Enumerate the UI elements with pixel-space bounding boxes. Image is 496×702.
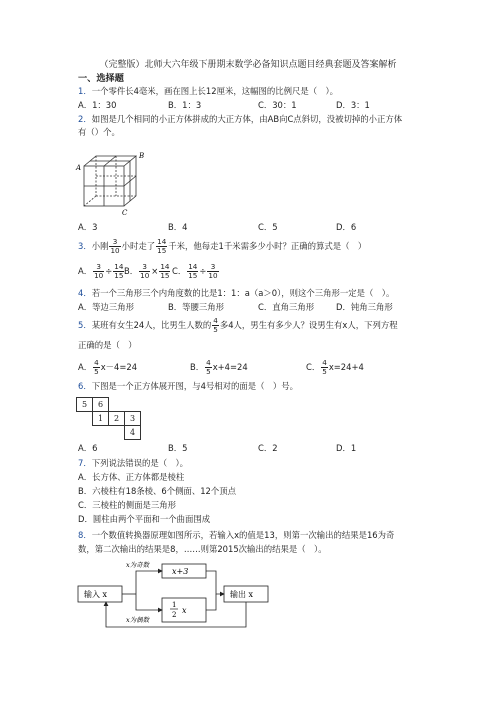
fraction [139, 263, 150, 280]
operator: ÷ [105, 266, 113, 276]
fraction [187, 263, 198, 280]
question-8-line2: 数，第二次输出的结果是8，……则第2015次输出的结果是（ ）。 [78, 544, 327, 554]
fraction [93, 263, 104, 280]
option-d: D．3：1 [336, 100, 370, 110]
numerator: 3 [139, 263, 150, 272]
numerator: 4 [213, 316, 218, 325]
option-d: D．1 [336, 443, 357, 453]
denominator: 15 [160, 271, 170, 280]
option-text: x=24+4 [328, 362, 364, 372]
fraction [109, 238, 120, 255]
question-7 [78, 458, 188, 469]
numerator: 14 [160, 262, 170, 271]
question-number: 5． [78, 320, 92, 330]
option-label: B． [124, 266, 139, 276]
option-text: x－4=24 [100, 362, 138, 372]
option-d: D．圆柱由两个平面和一个曲面围成 [78, 514, 211, 524]
fraction [113, 263, 124, 280]
fraction [321, 359, 328, 376]
net-face: 4 [125, 426, 141, 440]
option-text: x+4=24 [212, 362, 248, 372]
numerator: 14 [114, 262, 124, 271]
numerator: 3 [207, 263, 218, 272]
numerator: 4 [94, 358, 99, 367]
denominator: 10 [208, 271, 218, 280]
option-c: C．30：1 [258, 100, 297, 110]
odd-branch-label: x为奇数 [126, 561, 150, 569]
question-5 [78, 316, 398, 334]
denominator: 10 [94, 271, 104, 280]
denominator: 5 [213, 325, 218, 334]
odd-operation: x+3 [172, 567, 189, 576]
denominator: 10 [110, 246, 120, 255]
option-a [78, 262, 125, 280]
label-a: A [76, 164, 82, 172]
numerator: 14 [188, 262, 198, 271]
cube-net [76, 397, 141, 440]
denominator: 5 [206, 367, 211, 376]
label-b: B [139, 152, 145, 160]
denominator: 5 [322, 367, 327, 376]
question-text: 一个数值转换器原理如图所示，若输入x的值是13，则第一次输出的结果是16为奇 [91, 530, 395, 540]
denominator: 5 [94, 367, 99, 376]
even-operation-variable: x [182, 606, 187, 615]
option-c: C．5 [258, 222, 278, 232]
option-a: A．6 [78, 443, 98, 453]
fraction [159, 263, 170, 280]
option-label: C． [172, 266, 187, 276]
text-mid: 小时走了 [121, 241, 156, 251]
option-d: D．钝角三角形 [336, 302, 393, 312]
question-number: 7． [78, 458, 92, 468]
output-label: 输出 x [230, 590, 254, 599]
option-a [78, 358, 137, 376]
option-d: D．6 [336, 222, 357, 232]
net-face: 1 [93, 412, 109, 426]
question-6 [78, 381, 298, 392]
question-3 [78, 237, 366, 255]
numerator: 3 [109, 238, 120, 247]
question-number: 3． [78, 241, 92, 251]
option-a: A．长方体、正方体都是棱柱 [78, 472, 185, 482]
text-post: 多4人，男生有多少人？设男生有x人，下列方程 [219, 320, 398, 330]
question-number: 4． [78, 288, 92, 298]
denominator: 15 [188, 271, 198, 280]
denominator: 10 [140, 271, 150, 280]
numerator: 4 [322, 358, 327, 367]
text-pre: 小刚 [91, 241, 109, 251]
numerator: 14 [157, 237, 167, 246]
fraction [156, 238, 167, 255]
option-a: A．3 [78, 222, 98, 232]
option-a: A．1：30 [78, 100, 117, 110]
question-text: 如图是几个相同的小正方体拼成的大正方体，由AB向C点斜切，没被切掉的小正方体 [91, 114, 403, 124]
question-2 [78, 114, 402, 125]
net-face: 2 [109, 412, 125, 426]
even-operation-denominator: 2 [172, 611, 177, 619]
numerator: 3 [93, 263, 104, 272]
option-b [124, 262, 171, 280]
label-c: C [122, 209, 128, 217]
net-face: 5 [77, 398, 93, 412]
option-label: A． [78, 266, 93, 276]
converter-diagram [76, 560, 276, 630]
text-post: 千米，他每走1千米需多少小时？正确的算式是（ ） [168, 241, 367, 251]
fraction [93, 359, 100, 376]
fraction [205, 359, 212, 376]
question-number: 1． [78, 86, 92, 96]
question-text: 一个零件长4毫米，画在图上长12厘米，这幅图的比例尺是（ ）。 [91, 86, 339, 96]
option-c [172, 262, 220, 280]
question-number: 6． [78, 381, 92, 391]
question-text: 若一个三角形三个内角度数的比是1：1：a（a＞0），则这个三角形一定是（ ）。 [91, 288, 395, 298]
input-label: 输入 x [84, 590, 108, 599]
option-b [190, 358, 248, 376]
section-heading: 一、选择题 [78, 73, 124, 84]
even-branch-label: x为偶数 [126, 616, 150, 624]
question-5-line2: 正确的是（ ） [78, 340, 137, 350]
option-label: A． [78, 362, 93, 372]
option-c: C．2 [258, 443, 278, 453]
denominator: 15 [157, 246, 167, 255]
denominator: 15 [114, 271, 124, 280]
option-c [306, 358, 364, 376]
question-text: 下图是一个正方体展开图，与4号相对的面是（ ）号。 [91, 381, 299, 391]
option-c: C．直角三角形 [258, 302, 315, 312]
option-b: B．等腰三角形 [168, 302, 224, 312]
question-2-line2: 有（）个。 [78, 127, 120, 137]
question-8 [78, 530, 394, 541]
question-4 [78, 288, 394, 299]
net-face: 3 [125, 412, 141, 426]
text-pre: 某班有女生24人，比男生人数的 [91, 320, 212, 330]
option-label: B． [190, 362, 205, 372]
option-b: B．5 [168, 443, 188, 453]
fraction [212, 317, 219, 334]
net-face: 6 [93, 398, 109, 412]
fraction [207, 263, 218, 280]
operator: ÷ [199, 266, 207, 276]
question-text: 下列说法错误的是（ ）。 [91, 458, 189, 468]
option-b: B．4 [168, 222, 188, 232]
even-operation-numerator: 1 [172, 601, 177, 609]
cube-figure [74, 148, 154, 218]
question-number: 8． [78, 530, 92, 540]
numerator: 4 [206, 358, 211, 367]
option-label: C． [306, 362, 321, 372]
question-1 [78, 86, 338, 97]
option-a: A．等边三角形 [78, 302, 134, 312]
option-b: B．1：3 [168, 100, 202, 110]
page-title: （完整版）北师大六年级下册期末数学必备知识点题目经典套题及答案解析 [99, 60, 397, 70]
option-b: B．六棱柱有18条棱、6个侧面、12个顶点 [78, 486, 237, 496]
question-number: 2． [78, 114, 92, 124]
operator: × [151, 266, 159, 276]
option-c: C．三棱柱的侧面是三角形 [78, 500, 176, 510]
